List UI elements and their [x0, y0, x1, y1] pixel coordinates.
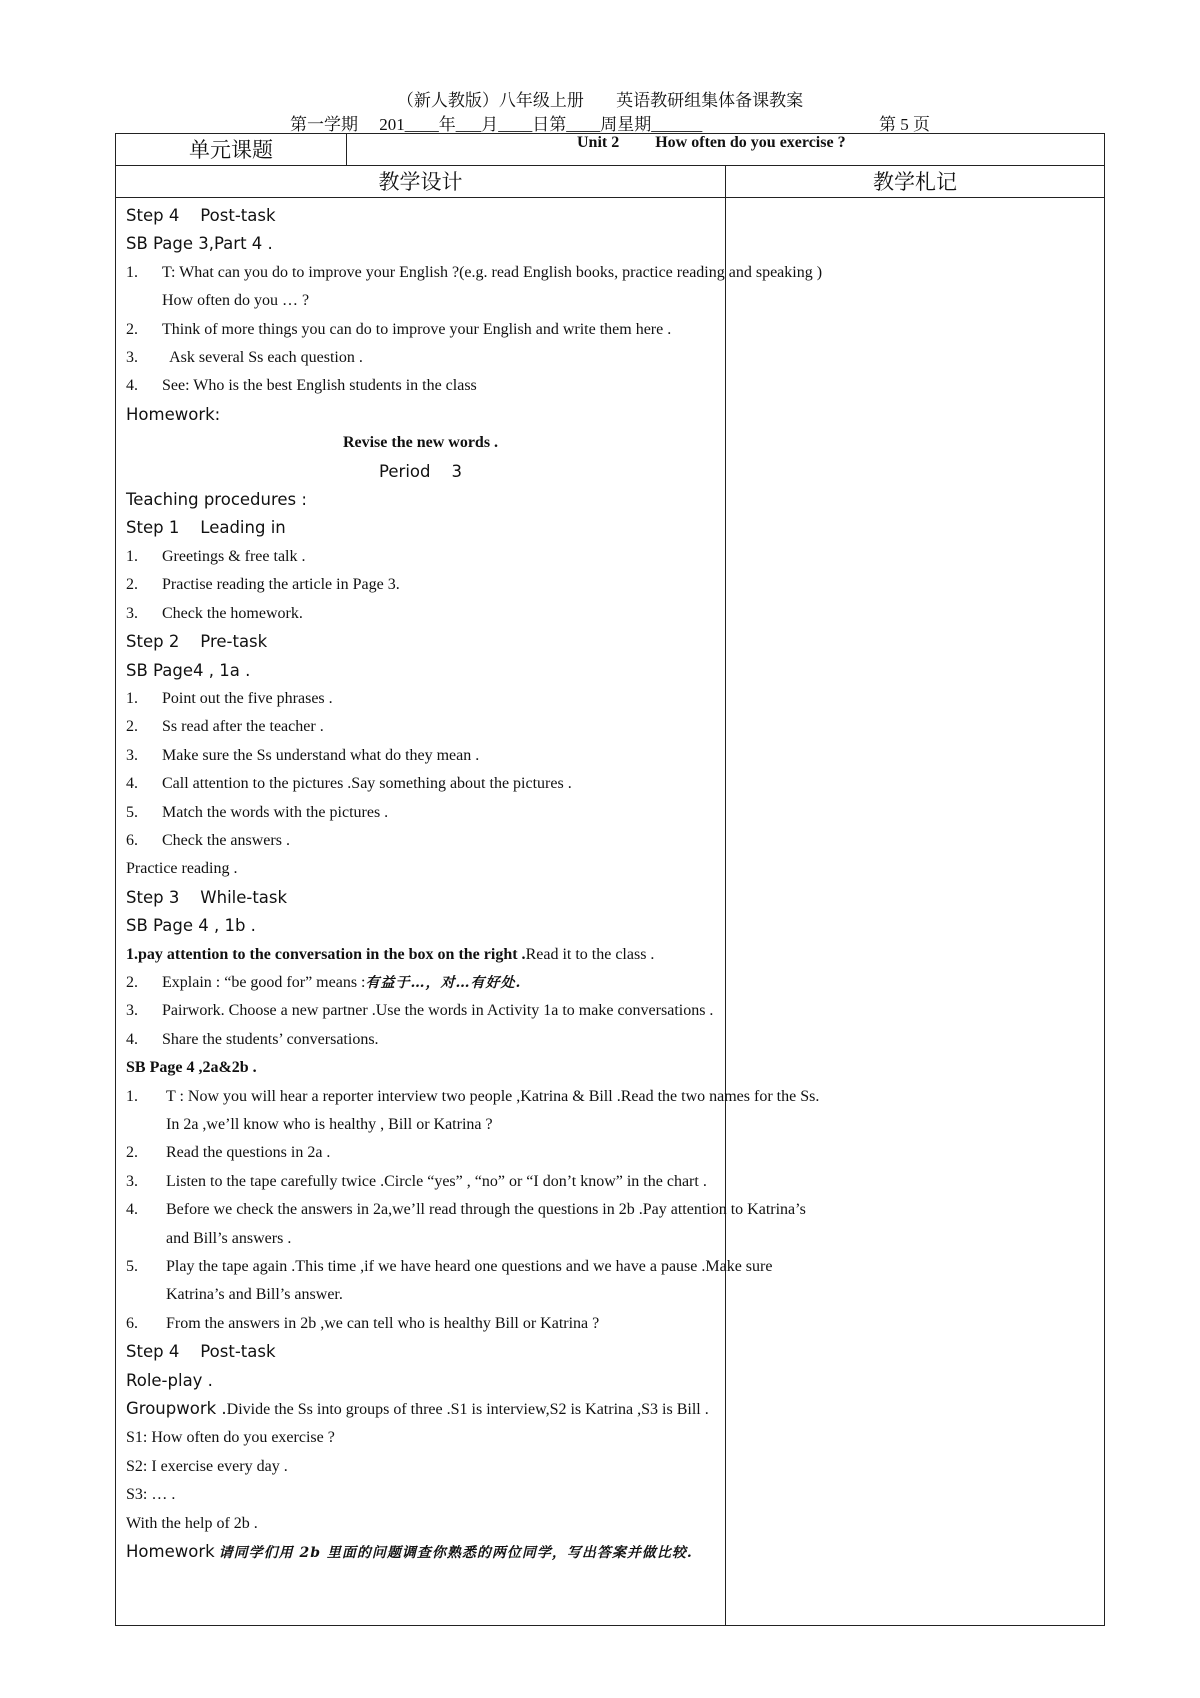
content-line	[126, 1168, 715, 1196]
list-number: 2.	[126, 973, 138, 991]
list-number: 3.	[126, 604, 138, 622]
list-number: 3.	[126, 1002, 138, 1020]
content-line	[126, 1196, 806, 1224]
list-text: Point out the five phrases .	[162, 689, 333, 707]
section-heading: Step 1 Leading in	[126, 518, 286, 538]
list-text: Check the homework.	[162, 604, 303, 622]
list-text: Think of more things you can do to improve your English and write them here .	[162, 320, 672, 338]
list-number: 2.	[126, 718, 138, 736]
content-line	[126, 1281, 715, 1309]
list-number: 4.	[126, 1030, 138, 1048]
design-header: 教学设计	[116, 166, 726, 198]
content-line	[126, 600, 715, 628]
list-number: 6.	[126, 831, 138, 849]
list-number: 4.	[126, 377, 138, 395]
content-line	[126, 1054, 715, 1082]
content-line	[126, 912, 715, 940]
content-line	[126, 799, 715, 827]
list-text: Before we check the answers in 2a,we’ll read through the questions in 2b .Pay attention to Katrina’s	[166, 1201, 806, 1219]
page-number: 第 5 页	[879, 115, 930, 134]
section-heading: Role-play .	[126, 1370, 213, 1390]
list-text: Practise reading the article in Page 3.	[162, 576, 400, 594]
list-number: 4.	[126, 775, 138, 793]
section-heading: Step 4 Post-task	[126, 1342, 276, 1362]
plain-line: With the help of 2b .	[126, 1514, 258, 1532]
content-line	[126, 230, 715, 258]
content-line	[126, 458, 715, 486]
content-line	[126, 1453, 715, 1481]
list-text: Greetings & free talk .	[162, 547, 306, 565]
content-line	[126, 1395, 715, 1424]
date-line	[290, 110, 930, 135]
list-text: Call attention to the pictures .Say something about the pictures .	[162, 775, 572, 793]
content-line	[126, 316, 715, 344]
list-text: T : Now you will hear a reporter interview two people ,Katrina & Bill .Read the two names for the Ss.	[166, 1087, 820, 1105]
content-line	[126, 571, 715, 599]
content-line	[126, 742, 715, 770]
continuation-line: In 2a ,we’ll know who is healthy , Bill or Katrina ?	[166, 1116, 493, 1133]
list-text: See: Who is the best English students in the class	[162, 377, 477, 395]
bold-text: 1.pay attention to the conversation in the box on the right .	[126, 945, 526, 963]
design-content	[116, 198, 823, 1626]
notes-header: 教学札记	[726, 166, 1105, 198]
content-line	[126, 1510, 715, 1538]
list-number: 2.	[126, 1144, 138, 1162]
content-line	[126, 486, 715, 514]
unit-topic: How often do you exercise ?	[655, 134, 846, 151]
list-number: 4.	[126, 1201, 138, 1219]
unit-name: Unit 2	[577, 134, 620, 151]
centered-note: Revise the new words .	[342, 434, 499, 452]
content-line	[126, 344, 715, 372]
content-line	[126, 1253, 773, 1281]
content-line	[126, 1310, 715, 1338]
section-heading: SB Page4 , 1a .	[126, 660, 251, 680]
section-heading: Homework:	[126, 404, 221, 424]
content-line	[126, 202, 715, 230]
textbook-label: （新人教版）八年级上册	[396, 91, 584, 110]
content-line	[126, 713, 715, 741]
section-heading: Step 4 Post-task	[126, 206, 276, 225]
content-line	[126, 1083, 820, 1111]
content-line	[126, 855, 715, 883]
plain-line: Practice reading .	[126, 860, 238, 878]
content-line	[126, 1424, 715, 1452]
section-heading: Step 2 Pre-task	[126, 632, 268, 652]
sub-heading: SB Page 4 ,2a&2b .	[126, 1059, 257, 1077]
list-text: Read the questions in 2a .	[166, 1144, 331, 1162]
groupwork-label: Groupwork .	[126, 1399, 227, 1419]
group-label: 英语教研组集体备课教案	[616, 91, 804, 110]
content-line	[126, 997, 715, 1025]
content-line	[126, 1538, 715, 1567]
section-heading: Step 3 While-task	[126, 887, 288, 907]
homework-label: Homework	[126, 1542, 215, 1562]
list-text: Read it to the class .	[525, 945, 655, 963]
date-fields: 第一学期 201____年___月____日第____周星期______	[290, 115, 703, 134]
content-line	[126, 1225, 715, 1253]
content-line	[126, 1367, 715, 1395]
continuation-line: How often do you … ?	[162, 292, 310, 310]
notes-column	[726, 198, 1105, 1626]
list-text: Ask several Ss each question .	[162, 349, 363, 367]
list-text: From the answers in 2b ,we can tell who is healthy Bill or Katrina ?	[166, 1314, 600, 1332]
continuation-line: and Bill’s answers .	[166, 1229, 292, 1247]
section-heading: SB Page 4 , 1b .	[126, 916, 256, 936]
content-line	[126, 259, 823, 287]
list-number: 3.	[126, 349, 138, 367]
content-line	[126, 685, 715, 713]
list-number: 5.	[126, 803, 138, 821]
content-line	[126, 429, 715, 457]
list-text: Make sure the Ss understand what do they mean .	[162, 746, 480, 764]
content-line	[126, 514, 715, 542]
content-line	[126, 401, 715, 429]
chinese-meaning: 有益于…，对…有好处.	[365, 974, 522, 991]
list-number: 1.	[126, 1087, 138, 1105]
content-line	[126, 543, 715, 571]
content-line	[126, 770, 715, 798]
section-heading: SB Page 3,Part 4 .	[126, 234, 273, 254]
content-line	[126, 372, 715, 400]
content-line	[126, 287, 715, 315]
list-text: Listen to the tape carefully twice .Circle “yes” , “no” or “I don’t know” in the chart .	[166, 1172, 707, 1190]
homework-text: 请同学们用 2b 里面的问题调查你熟悉的两位同学，写出答案并做比较.	[218, 1545, 693, 1562]
content-line	[126, 969, 715, 997]
list-number: 6.	[126, 1314, 138, 1332]
period-heading: Period 3	[379, 461, 462, 481]
list-number: 1.	[126, 547, 138, 565]
list-number: 2.	[126, 320, 138, 338]
list-text: T: What can you do to improve your English ?(e.g. read English books, practice reading and speaking )	[162, 263, 823, 281]
plain-line: S3: … .	[126, 1486, 176, 1504]
list-number: 3.	[126, 746, 138, 764]
list-number: 2.	[126, 576, 138, 594]
list-text: Pairwork. Choose a new partner .Use the words in Activity 1a to make conversations .	[162, 1002, 714, 1020]
content-line	[126, 941, 715, 969]
content-line	[126, 1338, 715, 1366]
list-number: 5.	[126, 1258, 138, 1276]
content-line	[126, 1111, 715, 1139]
content-line	[126, 628, 715, 656]
plain-line: S1: How often do you exercise ?	[126, 1429, 335, 1447]
section-heading: Teaching procedures :	[126, 490, 307, 510]
content-line	[126, 1481, 715, 1509]
continuation-line: Katrina’s and Bill’s answer.	[166, 1286, 343, 1304]
list-text: Play the tape again .This time ,if we have heard one questions and we have a pause .Make sure	[166, 1258, 773, 1276]
content-line	[126, 1139, 715, 1167]
lesson-plan-table	[115, 133, 1105, 1626]
content-line	[126, 884, 715, 912]
list-text: Divide the Ss into groups of three .S1 is interview,S2 is Katrina ,S3 is Bill .	[226, 1401, 709, 1419]
unit-title-cell	[347, 134, 1105, 166]
list-number: 1.	[126, 263, 138, 281]
list-number: 1.	[126, 689, 138, 707]
content-line	[126, 827, 715, 855]
content-line	[126, 1026, 715, 1054]
document-title	[0, 86, 1200, 111]
list-text: Ss read after the teacher .	[162, 718, 324, 736]
list-text: Match the words with the pictures .	[162, 803, 389, 821]
content-line	[126, 657, 715, 685]
list-text: Check the answers .	[162, 831, 290, 849]
list-number: 3.	[126, 1172, 138, 1190]
unit-label-cell: 单元课题	[116, 134, 347, 166]
list-text: Share the students’ conversations.	[162, 1030, 379, 1048]
plain-line: S2: I exercise every day .	[126, 1457, 288, 1475]
list-text: Explain : “be good for” means :	[162, 973, 366, 991]
